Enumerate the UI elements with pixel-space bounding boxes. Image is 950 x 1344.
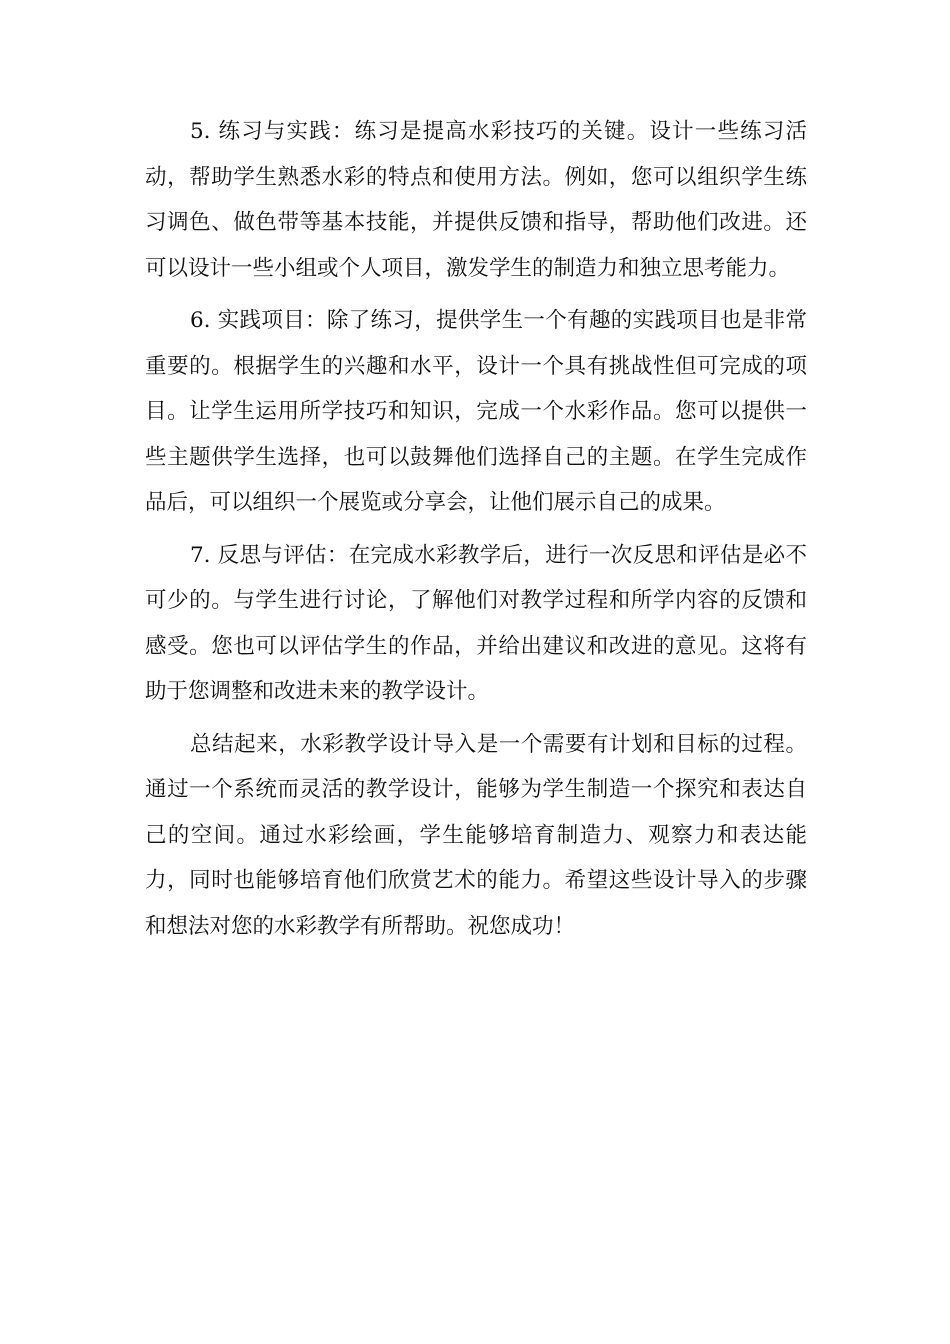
paragraph-reflection: 7. 反思与评估：在完成水彩教学后，进行一次反思和评估是必不可少的。与学生进行讨论，了解他们对教学过程和所学内容的反馈和感受。您也可以评估学生的作品，并给出建议和改进的意见。这将有助于您调整和改进未来的教学设计。 bbox=[145, 542, 807, 704]
document-body bbox=[145, 109, 807, 956]
paragraph-summary: 总结起来，水彩教学设计导入是一个需要有计划和目标的过程。通过一个系统而灵活的教学设计，能够为学生制造一个探究和表达自己的空间。通过水彩绘画，学生能够培育制造力、观察力和表达能力，同时也能够培育他们欣赏艺术的能力。希望这些设计导入的步骤和想法对您的水彩教学有所帮助。祝您成功！ bbox=[145, 731, 807, 939]
paragraph-practice: 5. 练习与实践：练习是提高水彩技巧的关键。设计一些练习活动，帮助学生熟悉水彩的特点和使用方法。例如，您可以组织学生练习调色、做色带等基本技能，并提供反馈和指导，帮助他们改进。还可以设计一些小组或个人项目，激发学生的制造力和独立思考能力。 bbox=[145, 119, 807, 281]
paragraph-project: 6. 实践项目：除了练习，提供学生一个有趣的实践项目也是非常重要的。根据学生的兴趣和水平，设计一个具有挑战性但可完成的项目。让学生运用所学技巧和知识，完成一个水彩作品。您可以提供一些主题供学生选择，也可以鼓舞他们选择自己的主题。在学生完成作品后，可以组织一个展览或分享会，让他们展示自己的成果。 bbox=[145, 308, 807, 515]
